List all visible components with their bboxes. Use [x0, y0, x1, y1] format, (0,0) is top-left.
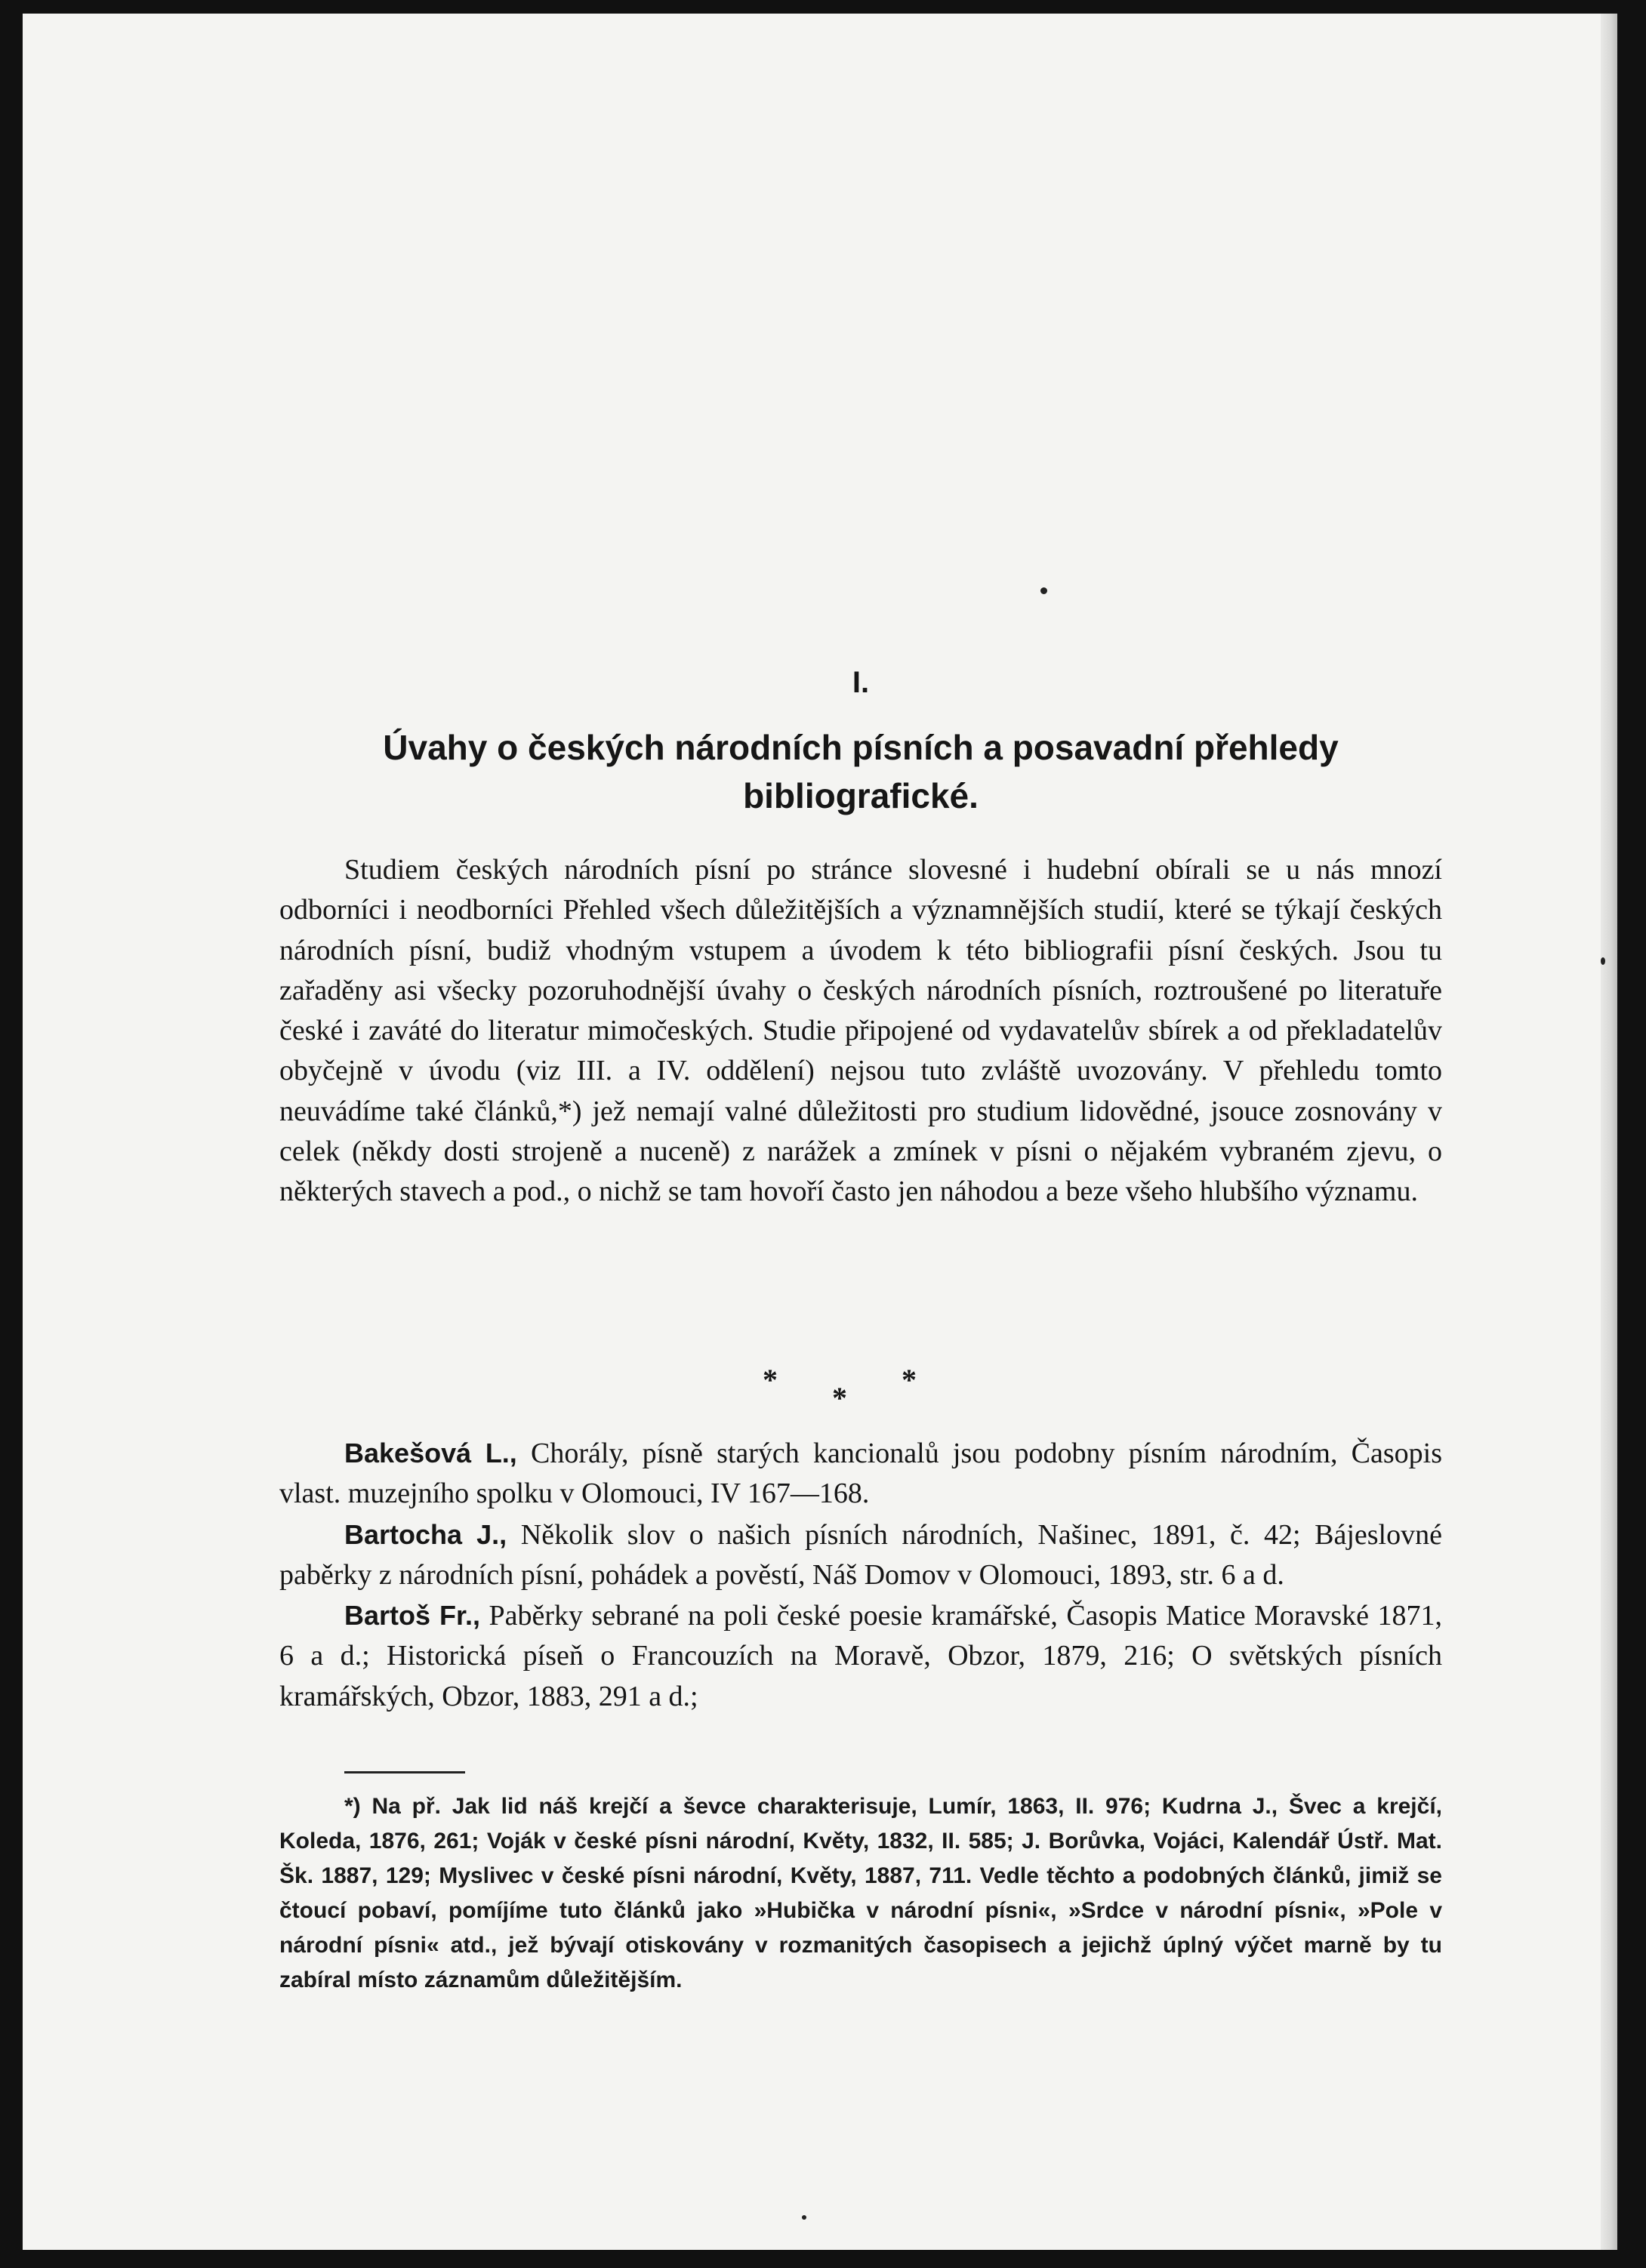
- scan-speck: [1601, 957, 1605, 965]
- chapter-number: I.: [852, 666, 870, 699]
- footnote-divider: [344, 1771, 465, 1773]
- entry-author: Bakešová L.,: [344, 1438, 517, 1468]
- bibliography-entry: [279, 1595, 1442, 1717]
- page-edge-shadow: [1601, 14, 1617, 2250]
- footnote: *) Na př. Jak lid náš krejčí a ševce charakterisuje, Lumír, 1863, II. 976; Kudrna J., Švec a krejčí, Koleda, 1876, 261; Voják v české písni národní, Květy, 1832, II. 585; J. Borůvka, Vojáci, Kalendář Ústř. Mat. Šk. 1887, 129; Myslivec v české písni národní, Květy, 1887, 711. Vedle těchto a podobných článků, jimiž se čtoucí pobaví, pomíjíme tuto článků jako »Hubička v národní písni«, »Srdce v národní písni«, »Pole v národní písni« atd., jež bývají otiskovány v rozmanitých časopisech a jejichž úplný výčet marně by tu zabíral místo záznamům důležitějším.: [279, 1794, 1442, 1992]
- scan-speck: [1040, 587, 1047, 594]
- bibliography-list: [279, 1433, 1442, 1717]
- entry-text: Chorály, písně starých kancionalů jsou podobny písním národním, Časopis vlast. muzejního spolku v Olomouci, IV 167—168.: [279, 1438, 1442, 1510]
- entry-author: Bartoš Fr.,: [344, 1600, 480, 1632]
- entry-text: Několik slov o našich písních národních, Našinec, 1891, č. 42; Bájeslovné paběrky z národních písní, pohádek a pověstí, Náš Domov v Olomouci, 1893, str. 6 a d.: [279, 1518, 1442, 1591]
- scan-speck: [802, 2215, 806, 2220]
- asterism-star: *: [832, 1381, 847, 1415]
- asterism-star: *: [902, 1363, 917, 1397]
- asterism-star: *: [763, 1363, 778, 1397]
- entry-text: Paběrky sebrané na poli české poesie kramářské, Časopis Matice Moravské 1871, 6 a d.; Historická píseň o Francouzích na Moravě, Obzor, 1879, 216; O světských písních kramářských, Obzor, 1883, 291 a d.;: [279, 1600, 1442, 1712]
- bibliography-entry: [279, 1433, 1442, 1515]
- entry-author: Bartocha J.,: [344, 1518, 507, 1550]
- asterism: [763, 1362, 959, 1415]
- chapter-title: Úvahy o českých národních písních a posavadní přehledy bibliografické.: [383, 728, 1339, 815]
- bibliography-entry: [279, 1515, 1442, 1596]
- intro-paragraph: Studiem českých národních písní po stránce slovesné i hudební obírali se u nás mnozí odborníci i neodborníci Přehled všech důležitějších a významnějších studií, které se týkají českých národních písní, budiž vhodným vstupem a úvodem k této bibliografii písní českých. Jsou tu zařaděny asi všecky pozoruhodnější úvahy o českých národních písních, roztroušené po literatuře české i zaváté do literatur mimočeských. Studie připojené od vydavatelův sbírek a od překladatelův obyčejně v úvodu (viz III. a IV. oddělení) nejsou tuto zvláště uvozovány. V přehledu tomto neuvádíme také článků,*) jež nemají valné důležitosti pro studium lidovědné, jsouce zosnovány v celek (někdy dosti strojeně a nuceně) z narážek a zmínek v písni o nějakém vybraném zjevu, o některých stavech a pod., o nichž se tam hovoří často jen náhodou a beze všeho hlubšího významu.: [279, 854, 1442, 1208]
- scanned-page: [23, 14, 1617, 2250]
